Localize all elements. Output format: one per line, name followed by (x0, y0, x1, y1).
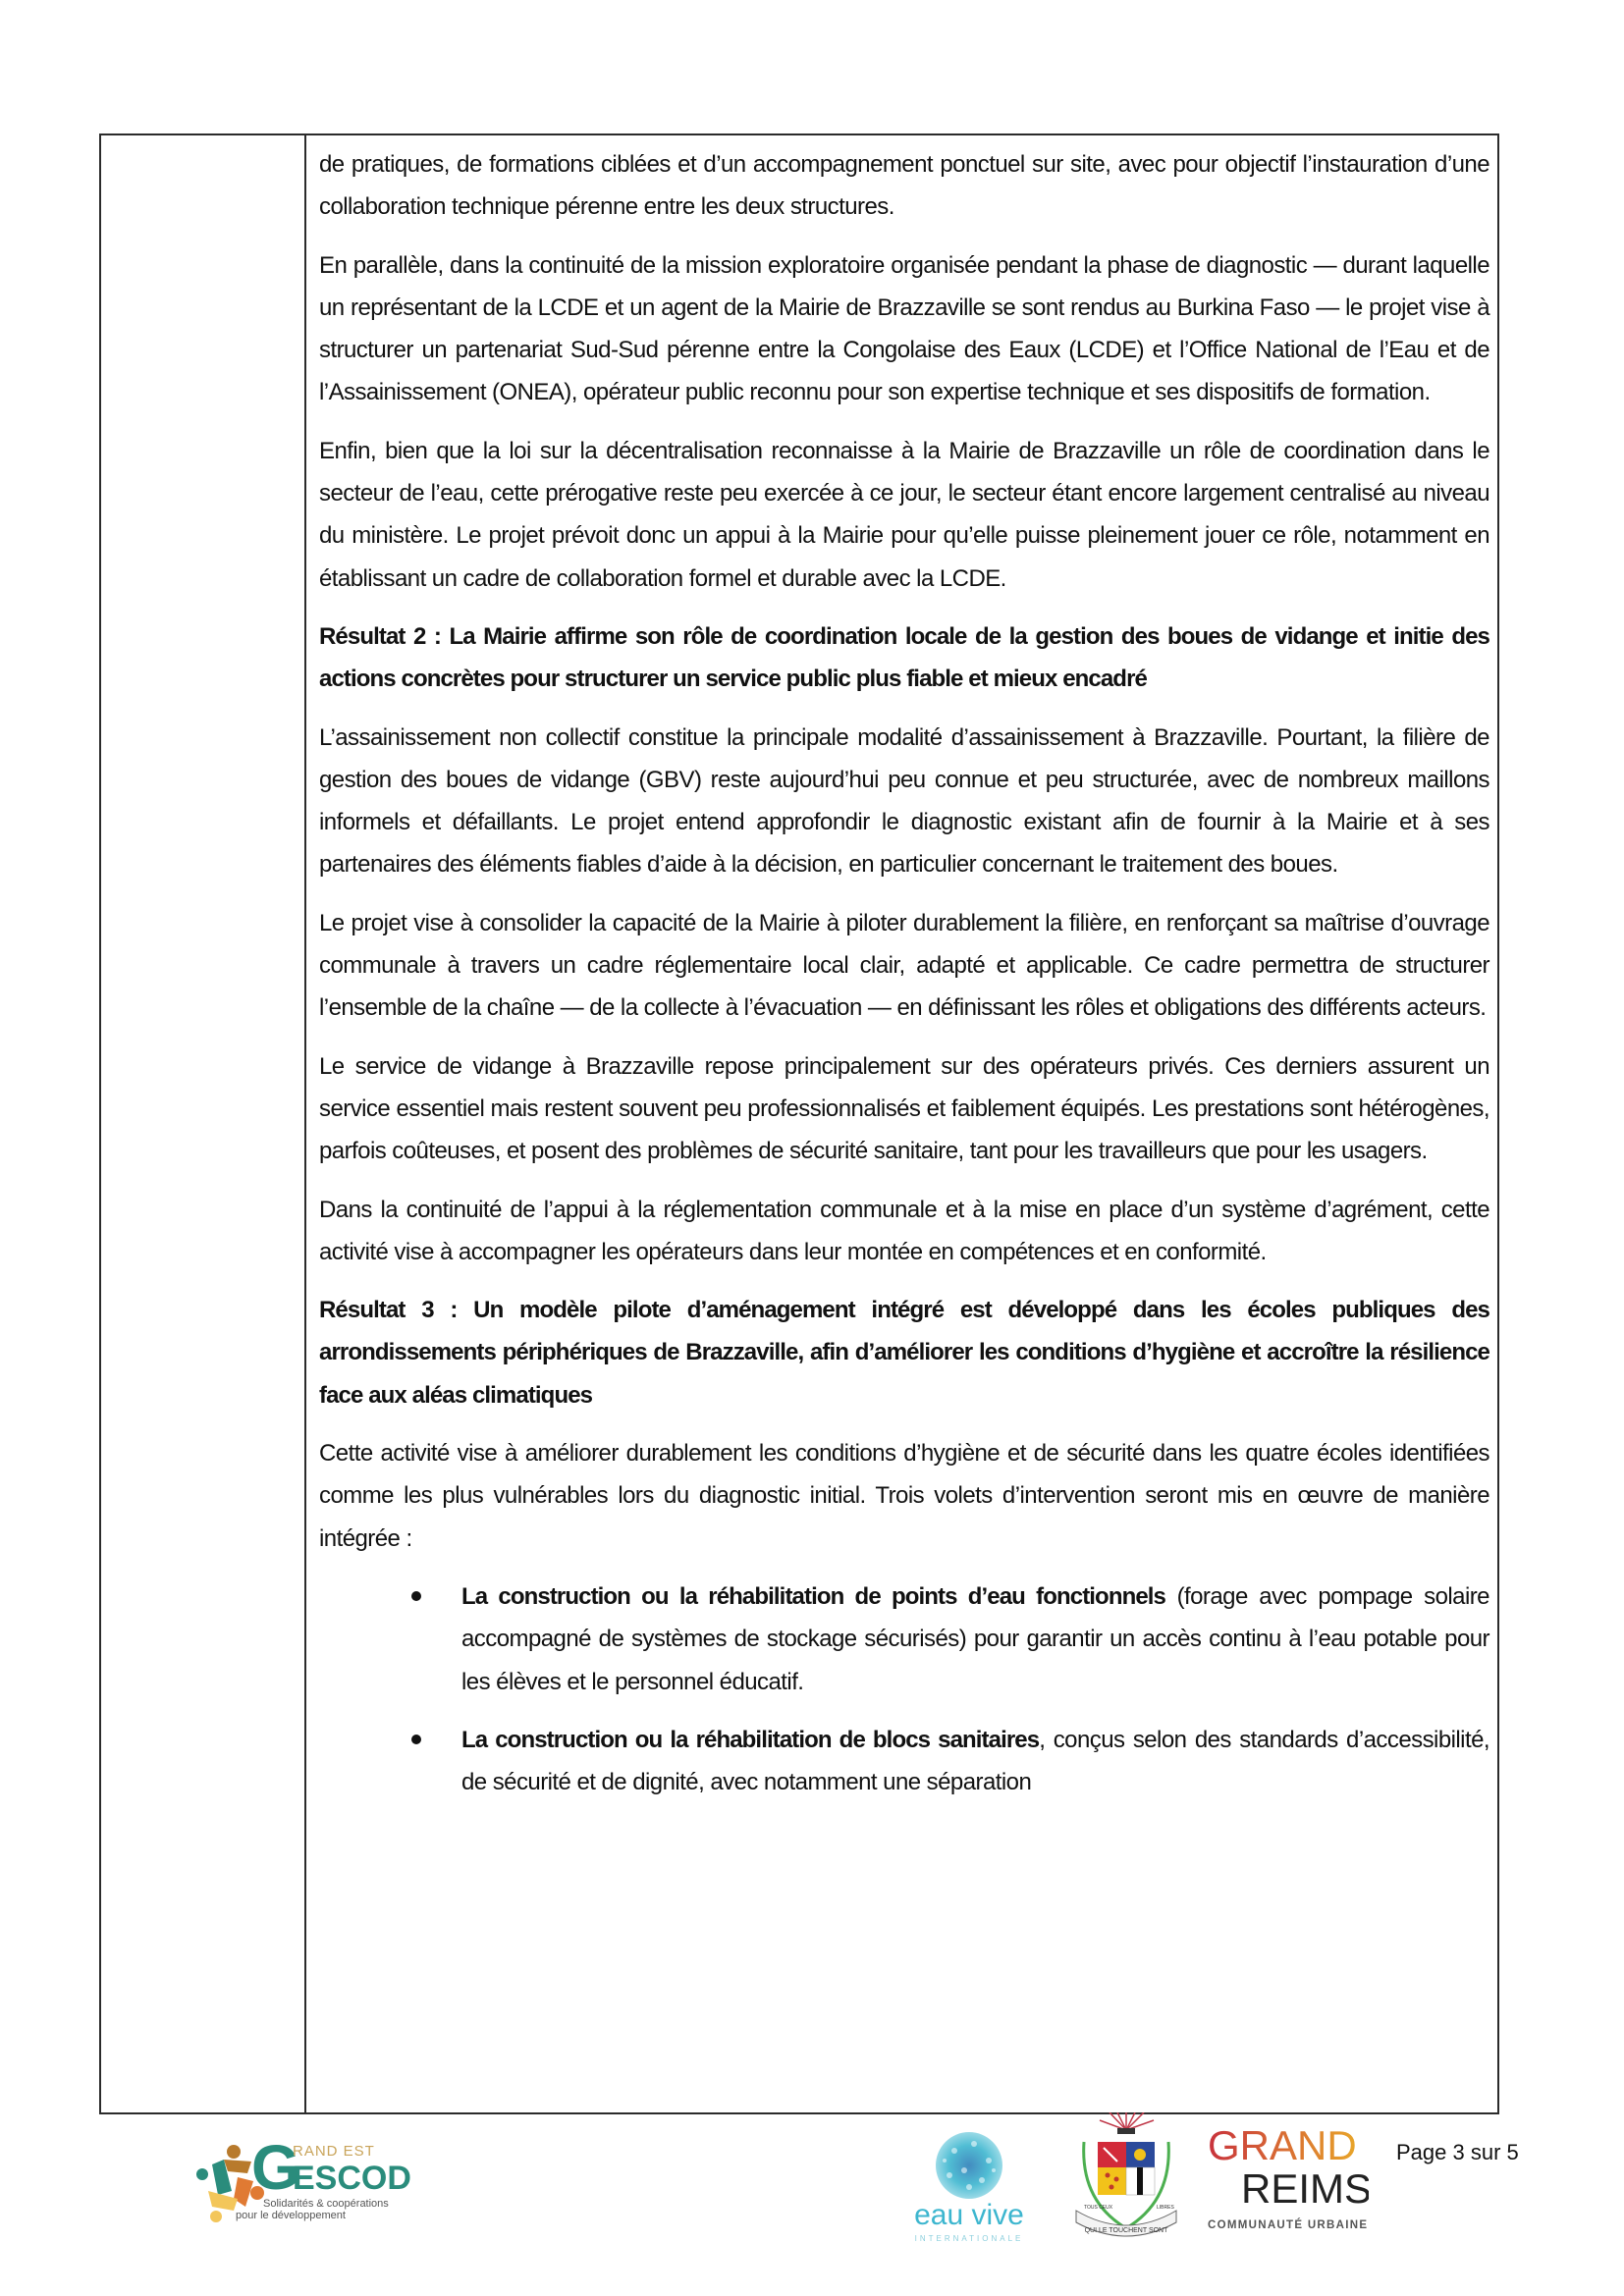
svg-text:INTERNATIONALE: INTERNATIONALE (914, 2234, 1024, 2243)
page-number: Page 3 sur 5 (1396, 2140, 1519, 2164)
svg-text:LIBRES: LIBRES (1157, 2205, 1174, 2211)
paragraph: Cette activité vise à améliorer durablement les conditions d’hygiène et de sécurité dans les quatre écoles identifiées comme les plus vulnérables lors du diagnostic initial. Trois volets d’intervention seront mis en œuvre de manière intégrée : (319, 1440, 1489, 1552)
list-item-text: (forage avec pompage solaire accompagné de systèmes de stockage sécurisés) pour garantir un accès continu à l’eau potable pour les élèves et le personnel éducatif. (461, 1582, 1489, 1695)
eau-vive-logo (895, 2126, 1043, 2249)
svg-text:eau vive: eau vive (914, 2199, 1024, 2231)
list-item-bold: La construction ou la réhabilitation de points d’eau fonctionnels (461, 1582, 1166, 1610)
svg-text:RAND EST: RAND EST (293, 2143, 375, 2160)
paragraph: de pratiques, de formations ciblées et d’un accompagnement ponctuel sur site, avec pour objectif l’instauration d’une collaboration technique pérenne entre les deux structures. (319, 151, 1489, 221)
svg-text:Solidarités & coopérations: Solidarités & coopérations (263, 2198, 389, 2210)
svg-text:G: G (251, 2132, 300, 2203)
paragraph: Dans la continuité de l’appui à la réglementation communale et à la mise en place d’un système d’agrément, cette activité vise à accompagner les opérateurs dans leur montée en compétences et en conformité. (319, 1196, 1489, 1265)
svg-text:COMMUNAUTÉ URBAINE: COMMUNAUTÉ URBAINE (1208, 2219, 1369, 2231)
content-table (99, 133, 1499, 2114)
list-item-text: , conçus selon des standards d’accessibilité, de sécurité et de dignité, avec notamment une séparation (461, 1726, 1489, 1796)
brazzaville-coat-of-arms (1070, 2112, 1183, 2250)
list-item (319, 1575, 1489, 1703)
paragraph: Le service de vidange à Brazzaville repose principalement sur des opérateurs privés. Ces derniers assurent un service essentiel mais restent souvent peu professionnalisés et faiblement équipés. Les prestations sont hétérogènes, parfois coûteuses, et posent des problèmes de sécurité sanitaire, tant pour les travailleurs que pour les usagers. (319, 1052, 1489, 1165)
svg-text:pour le développement: pour le développement (236, 2210, 346, 2221)
svg-text:REIMS: REIMS (1241, 2165, 1369, 2212)
paragraph: Enfin, bien que la loi sur la décentralisation reconnaisse à la Mairie de Brazzaville un rôle de coordination dans le secteur de l’eau, cette prérogative reste peu exercée à ce jour, le secteur étant encore largement centralisé au niveau du ministère. Le projet prévoit donc un appui à la Mairie pour qu’elle puisse pleinement jouer ce rôle, notamment en établissant un cadre de collaboration formel et durable avec la LCDE. (319, 437, 1489, 592)
result-3-heading: Résultat 3 : Un modèle pilote d’aménagement intégré est développé dans les écoles publiques des arrondissements périphériques de Brazzaville, afin d’améliorer les conditions d’hygiène et accroître la résilience face aux aléas climatiques (319, 1297, 1489, 1409)
intervention-list (319, 1575, 1489, 1803)
paragraph: L’assainissement non collectif constitue la principale modalité d’assainissement à Brazzaville. Pourtant, la filière de gestion des boues de vidange (GBV) reste aujourd’hui peu connue et peu structurée, avec de nombreux maillons informels et défaillants. Le projet entend approfondir le diagnostic existant afin de fournir à la Mairie et à ses partenaires des éléments fiables d’aide à la décision, en particulier concernant le traitement des boues. (319, 723, 1489, 879)
svg-text:TOUS CEUX: TOUS CEUX (1084, 2205, 1113, 2211)
bullet-icon (411, 1591, 421, 1601)
gescod-logo (194, 2130, 410, 2223)
table-left-column (101, 135, 306, 2112)
bullet-icon (411, 1735, 421, 1744)
list-item (319, 1719, 1489, 1804)
paragraph: Le projet vise à consolider la capacité de la Mairie à piloter durablement la filière, en renforçant sa maîtrise d’ouvrage communale à travers un cadre réglementaire local clair, adapté et applicable. Ce cadre permettra de structurer l’ensemble de la chaîne — de la collecte à l’évacuation — en définissant les rôles et obligations des différents acteurs. (319, 909, 1489, 1022)
paragraph: En parallèle, dans la continuité de la mission exploratoire organisée pendant la phase de diagnostic — durant laquelle un représentant de la LCDE et un agent de la Mairie de Brazzaville se sont rendus au Burkina Faso — le projet vise à structurer un partenariat Sud-Sud pérenne entre la Congolaise des Eaux (LCDE) et l’Office National de l’Eau et de l’Assainissement (ONEA), opérateur public reconnu pour son expertise technique et ses dispositifs de formation. (319, 251, 1489, 406)
svg-text:ESCOD: ESCOD (293, 2160, 410, 2197)
list-item-bold: La construction ou la réhabilitation de blocs sanitaires (461, 1726, 1040, 1753)
svg-text:QUI LE TOUCHENT SONT: QUI LE TOUCHENT SONT (1084, 2227, 1168, 2234)
svg-text:GRAND: GRAND (1208, 2122, 1357, 2168)
grand-reims-logo (1204, 2122, 1369, 2238)
table-right-column (319, 143, 1489, 1819)
result-2-heading: Résultat 2 : La Mairie affirme son rôle de coordination locale de la gestion des boues de vidange et initie des actions concrètes pour structurer un service public plus fiable et mieux encadré (319, 622, 1489, 693)
